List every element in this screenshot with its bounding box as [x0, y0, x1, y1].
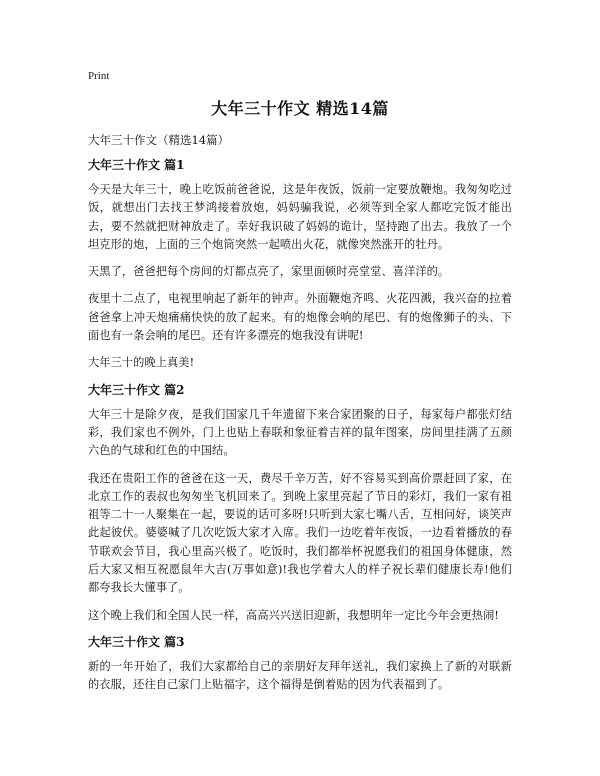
paragraph: 这个晚上我们和全国人民一样，高高兴兴送旧迎新，我想明年一定比今年会更热闹!	[88, 608, 499, 622]
paragraph: 我还在贵阳工作的爸爸在这一天，费尽千辛万苦，好不容易买到高价票赶回了家，在北京工作的表叔也匆匆坐飞机回来了。到晚上家里亮起了节日的彩灯，我们一家有祖祖等二十一人聚集在一起，要说的话可多呀!只听到大家七嘴八舌，互相问好，谈笑声此起彼伏。婆婆喊了几次吃饭大家才入席。我们一边吃着年夜饭，一边看着播放的春节联欢会节目，我心里高兴极了。吃饭时，我们都举杯祝愿我们的祖国身体健康，然后大家又相互祝愿鼠年大吉(万事如意)!我也学着大人的样子祝长辈们健康长寿!他们都夸我长大懂事了。	[88, 471, 512, 595]
paragraph: 天黑了，爸爸把每个房间的灯都点亮了，家里面顿时亮堂堂、喜洋洋的。	[88, 265, 450, 279]
paragraph: 今天是大年三十，晚上吃饭前爸爸说，这是年夜饭，饭前一定要放鞭炮。我匆匆吃过饭，就想出门去找王梦鸿接着放炮，妈妈骗我说，必须等到全家人都吃完饭才能出去，要不然就把财神放走了。幸好我识破了妈妈的诡计，坚持跑了出去。我放了一个坦克形的炮，上面的三个炮筒突然一起喷出火花，就像突然涨开的牡丹。	[88, 183, 512, 251]
document-title: 大年三十作文 精选14篇	[211, 99, 389, 118]
section-heading: 大年三十作文 篇2	[88, 382, 185, 397]
paragraph: 大年三十的晚上真美!	[88, 356, 195, 370]
print-label: Print	[88, 70, 110, 82]
paragraph: 大年三十是除夕夜，是我们国家几千年遗留下来合家团聚的日子，每家每户都张灯结彩，我们家也不例外，门上也贴上春联和象征着吉祥的鼠年图案，房间里挂满了五颜六色的气球和红色的中国结。	[88, 407, 512, 458]
section-heading: 大年三十作文 篇3	[88, 634, 185, 649]
paragraph: 夜里十二点了，电视里响起了新年的钟声。外面鞭炮齐鸣、火花四溅，我兴奋的拉着爸爸拿上冲天炮痛痛快快的放了起来。有的炮像会响的尾巴、有的炮像狮子的头、下面也有一条会响的尾巴。还有许多漂亮的炮我没有讲呢!	[88, 292, 512, 343]
section-heading: 大年三十作文 篇1	[88, 158, 185, 172]
paragraph: 新的一年开始了，我们大家都给自己的亲朋好友拜年送礼，我们家换上了新的对联新的衣服，还往自己家门上贴福字，这个福得是倒着贴的因为代表福到了。	[88, 659, 512, 692]
document-subtitle: 大年三十作文（精选14篇）	[88, 133, 230, 147]
document-body	[88, 132, 512, 704]
